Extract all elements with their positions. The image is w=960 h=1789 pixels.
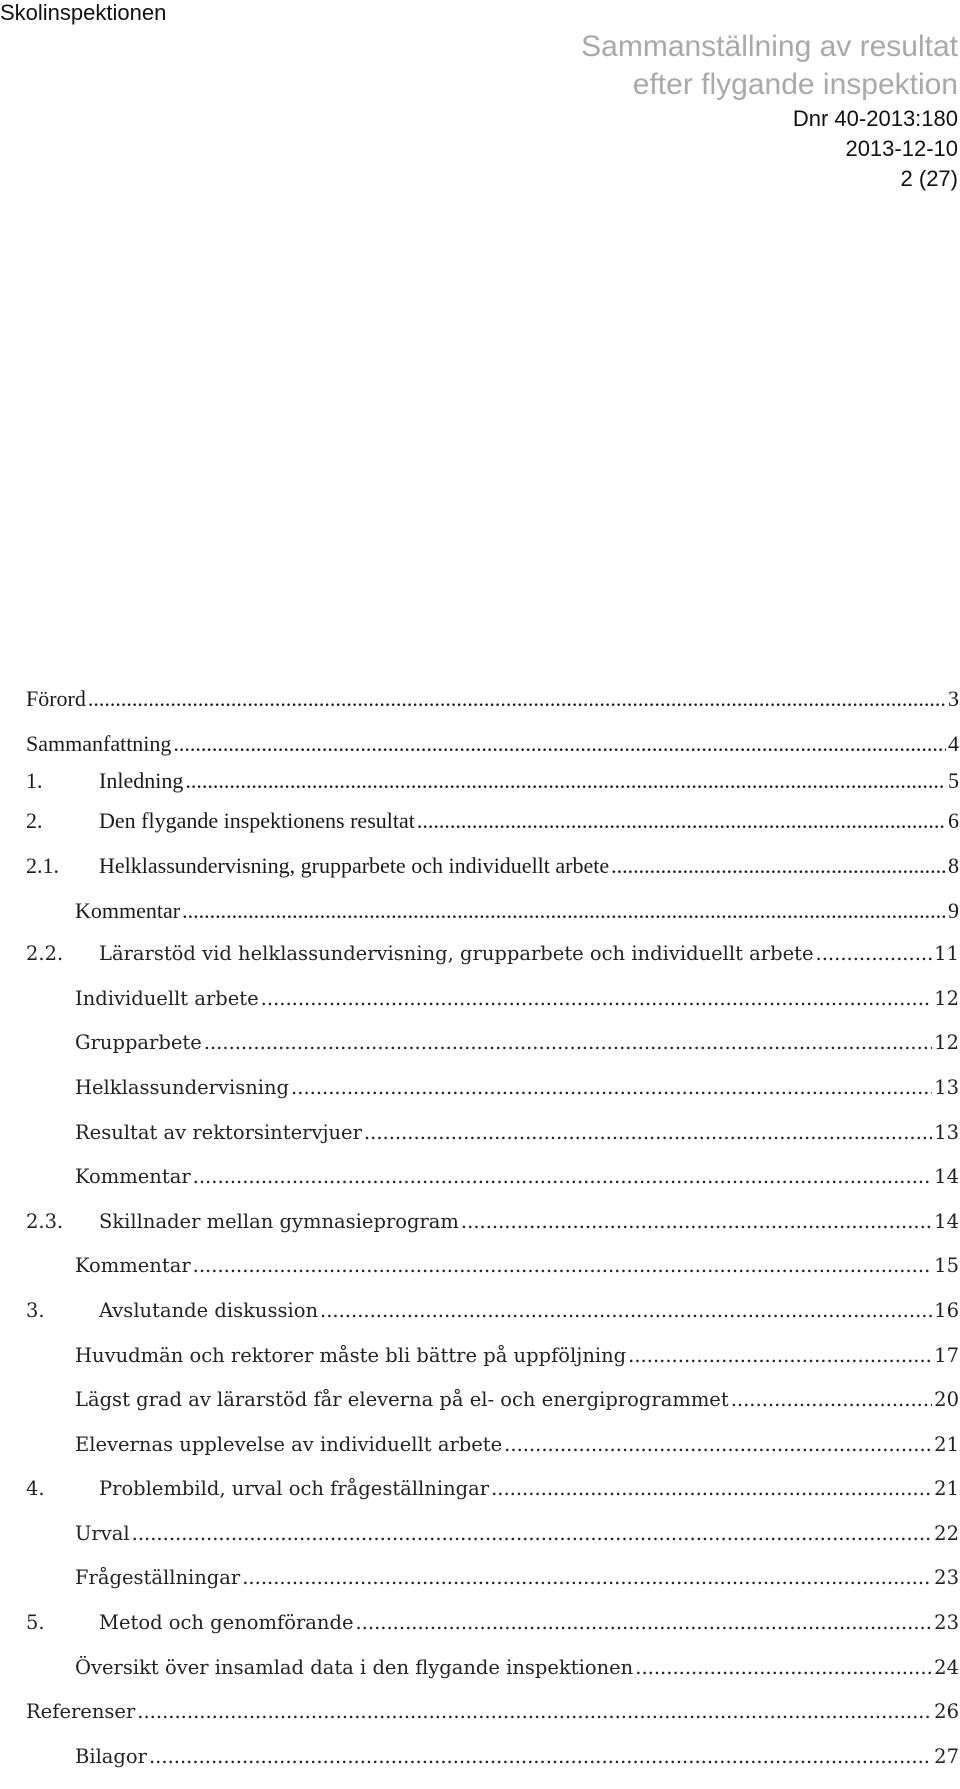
toc-entry[interactable] [26,1076,959,1121]
toc-entry-number: 2.2. [26,942,64,966]
toc-entry-label: Kommentar [75,897,181,923]
toc-entry-number: 1. [26,767,43,793]
toc-leader [635,1656,932,1679]
toc-entry[interactable] [26,987,959,1032]
toc-entry-page: 15 [934,1254,959,1278]
toc-entry-page: 21 [934,1432,959,1456]
toc-entry-number: 2. [26,808,43,834]
toc-entry-page: 12 [934,986,959,1010]
toc-entry-page: 8 [948,852,959,878]
toc-entry-label: Förord [26,686,86,711]
document-title-line-2: efter flygande inspektion [632,68,958,101]
toc-leader [320,1299,932,1322]
toc-entry[interactable] [26,808,959,853]
toc-leader [355,1611,932,1634]
organization-name: Skolinspektionen [0,0,167,25]
toc-entry-page: 11 [934,942,959,966]
toc-leader [242,1566,932,1589]
toc-entry-label: Kommentar [75,1165,191,1189]
toc-entry-label: Avslutande diskussion [99,1298,319,1322]
toc-entry-page: 4 [948,730,959,756]
toc-entry[interactable] [26,1611,959,1656]
toc-entry[interactable] [26,1165,959,1210]
toc-entry-number: 5. [26,1611,45,1635]
toc-entry[interactable] [26,1254,959,1299]
toc-leader [611,853,946,879]
toc-leader [137,1700,932,1723]
toc-entry-label: Kommentar [75,1254,191,1278]
toc-entry-page: 23 [934,1611,959,1635]
toc-leader [88,686,946,712]
toc-entry-page: 5 [948,767,959,793]
toc-leader [731,1388,932,1411]
toc-entry-label: Lärarstöd vid helklassundervisning, grupparbete och individuellt arbete [99,942,814,966]
toc-entry-page: 24 [934,1655,959,1679]
toc-entry-page: 12 [934,1031,959,1055]
toc-entry-number: 2.3. [26,1209,64,1233]
toc-leader [193,1165,933,1188]
toc-entry-page: 16 [934,1298,959,1322]
toc-entry-label: Lägst grad av lärarstöd får eleverna på el- och energiprogrammet [75,1388,729,1412]
toc-entry-page: 14 [934,1209,959,1233]
toc-entry[interactable] [26,1700,959,1745]
toc-entry-label: Bilagor [75,1744,147,1768]
toc-entry[interactable] [26,853,959,898]
toc-entry[interactable] [26,1566,959,1611]
toc-entry[interactable] [26,1121,959,1166]
document-page-number: 2 (27) [900,166,958,191]
document-header [581,28,958,194]
document-date: 2013-12-10 [845,136,958,161]
toc-entry-page: 13 [934,1075,959,1099]
toc-leader [816,942,933,965]
toc-entry-label: Huvudmän och rektorer måste bli bättre på uppföljning [75,1343,627,1367]
toc-entry[interactable] [26,1299,959,1344]
toc-entry-page: 21 [934,1477,959,1501]
toc-entry-number: 3. [26,1298,45,1322]
toc-entry-label: Helklassundervisning, grupparbete och individuellt arbete [99,852,610,878]
toc-entry-label: Grupparbete [75,1031,202,1055]
toc-entry-label: Resultat av rektorsintervjuer [75,1120,362,1144]
toc-entry-page: 6 [948,808,959,834]
toc-entry[interactable] [26,1656,959,1701]
toc-leader [417,808,946,834]
toc-entry-label: Referenser [26,1700,136,1724]
toc-entry[interactable] [26,768,959,808]
toc-leader [364,1121,932,1144]
toc-entry[interactable] [26,1433,959,1478]
document-title-line-1: Sammanställning av resultat [581,30,958,63]
toc-entry-page: 14 [934,1165,959,1189]
toc-entry[interactable] [26,731,959,768]
toc-leader [261,987,933,1010]
toc-entry[interactable] [26,1344,959,1389]
toc-entry-label: Sammanfattning [26,730,172,756]
toc-entry-page: 20 [934,1388,959,1412]
toc-entry-page: 27 [934,1744,959,1768]
toc-leader [182,898,946,924]
toc-entry[interactable] [26,686,959,731]
toc-leader [504,1433,932,1456]
toc-entry-page: 23 [934,1566,959,1590]
toc-entry-label: Inledning [99,767,184,793]
toc-leader [291,1076,932,1099]
toc-entry-label: Skillnader mellan gymnasieprogram [99,1209,459,1233]
toc-entry-label: Översikt över insamlad data i den flygande inspektionen [75,1655,634,1679]
toc-entry-number: 2.1. [26,852,59,878]
toc-entry-label: Metod och genomförande [99,1611,354,1635]
toc-leader [628,1344,932,1367]
toc-entry-label: Elevernas upplevelse av individuellt arbete [75,1432,503,1456]
toc-entry[interactable] [26,1477,959,1522]
toc-entry-label: Helklassundervisning [75,1075,290,1099]
toc-entry-page: 17 [934,1343,959,1367]
toc-entry[interactable] [26,942,959,987]
document-dnr: Dnr 40-2013:180 [792,106,958,131]
toc-entry-label: Den flygande inspektionens resultat [99,808,415,834]
toc-entry-label: Frågeställningar [75,1566,241,1590]
toc-entry[interactable] [26,1210,959,1255]
toc-entry-label: Urval [75,1521,130,1545]
toc-leader [185,768,946,794]
toc-entry-page: 26 [934,1700,959,1724]
toc-entry-page: 13 [934,1120,959,1144]
toc-entry-page: 22 [934,1521,959,1545]
toc-entry[interactable] [26,1031,959,1076]
toc-entry[interactable] [26,898,959,943]
toc-entry[interactable] [26,1745,959,1789]
toc-leader [193,1254,933,1277]
toc-leader [173,731,946,757]
toc-entry-page: 3 [948,686,959,711]
toc-leader [204,1031,932,1054]
toc-entry-number: 4. [26,1477,45,1501]
toc-entry-label: Individuellt arbete [75,986,259,1010]
table-of-contents [26,686,959,1789]
toc-entry-label: Problembild, urval och frågeställningar [99,1477,490,1501]
toc-leader [149,1745,932,1768]
toc-entry-page: 9 [948,897,959,923]
toc-leader [132,1522,933,1545]
toc-entry[interactable] [26,1388,959,1433]
toc-leader [461,1210,932,1233]
toc-leader [491,1477,932,1500]
toc-entry[interactable] [26,1522,959,1567]
